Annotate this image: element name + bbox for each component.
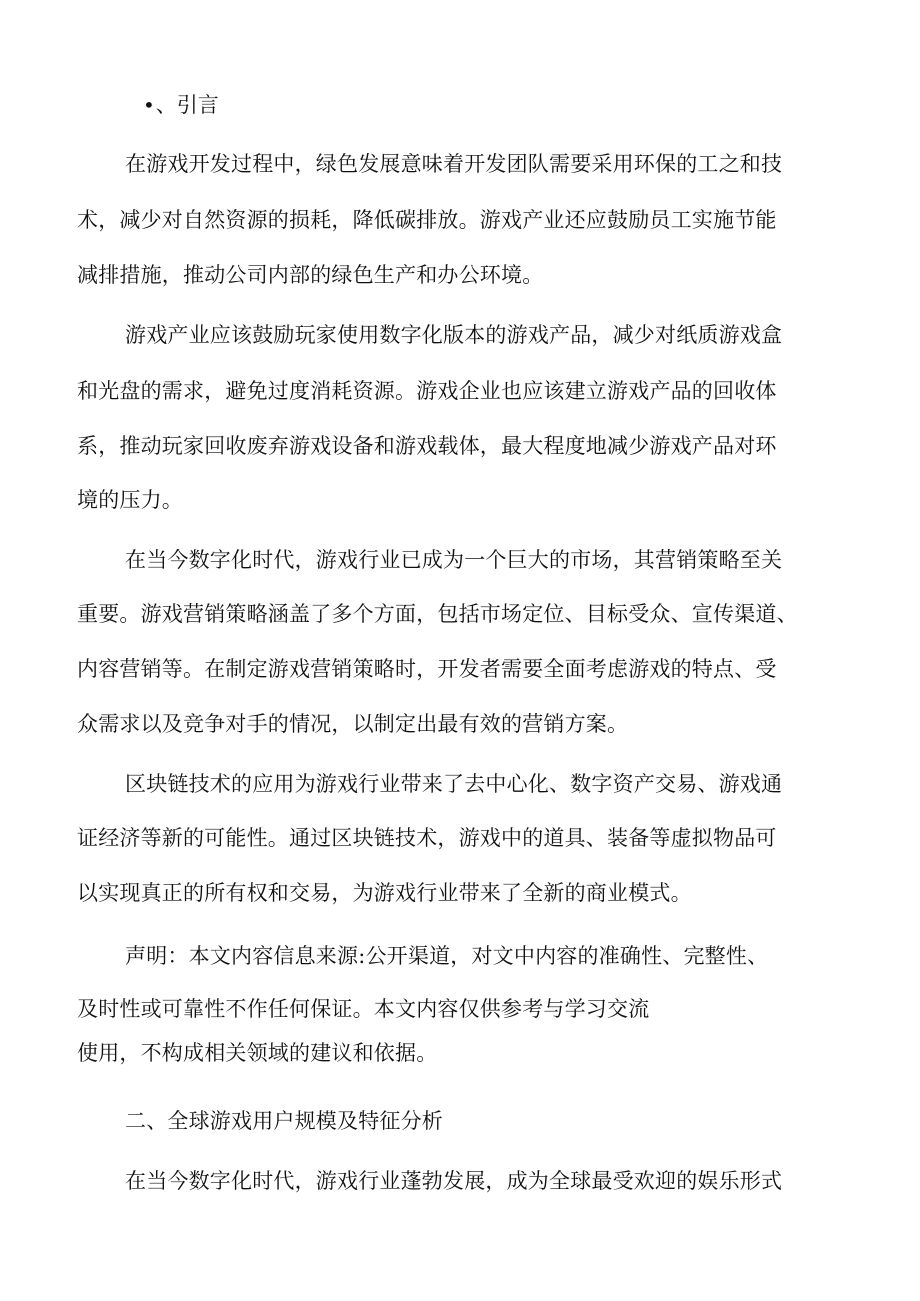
paragraph-4-line-3: 以实现真正的所有权和交易，为游戏行业带来了全新的商业模式。 <box>77 881 692 905</box>
disclaimer-line-3: 使用，不构成相关领域的建议和依据。 <box>77 1041 438 1065</box>
paragraph-4-line-1: 区块链技术的应用为游戏行业带来了去中心化、数字资产交易、游戏通 <box>125 772 783 796</box>
paragraph-1-line-3: 减排措施，推动公司内部的绿色生产和办公环境。 <box>77 263 544 287</box>
bullet-icon: • <box>143 93 155 117</box>
paragraph-2-line-1: 游戏产业应该鼓励玩家使用数字化版本的游戏产品，减少对纸质游戏盒 <box>125 323 783 347</box>
paragraph-3-line-3: 内容营销等。在制定游戏营销策略时，开发者需要全面考虑游戏的特点、受 <box>77 657 777 681</box>
paragraph-1-line-1: 在游戏开发过程中，绿色发展意味着开发团队需要采用环保的工之和技 <box>125 152 783 176</box>
section-two-heading: 二、全球游戏用户规模及特征分析 <box>125 1109 443 1133</box>
paragraph-4-line-2: 证经济等新的可能性。通过区块链技术，游戏中的道具、装备等虚拟物品可 <box>77 826 777 850</box>
disclaimer-line-1: 声明：本文内容信息来源:公开渠道，对文中内容的准确性、完整性、 <box>125 944 769 968</box>
section-intro-heading <box>143 90 219 120</box>
paragraph-2-line-4: 境的压力。 <box>77 488 183 512</box>
paragraph-3-line-2: 重要。游戏营销策略涵盖了多个方面，包括市场定位、目标受众、宣传渠道、 <box>77 602 798 626</box>
paragraph-3-line-4: 众需求以及竞争对手的情况，以制定出最有效的营销方案。 <box>77 712 629 736</box>
paragraph-3-line-1: 在当今数字化时代，游戏行业已成为一个巨大的市场，其营销策略至关 <box>125 548 783 572</box>
final-paragraph-line-1: 在当今数字化时代，游戏行业蓬勃发展，成为全球最受欢迎的娱乐形式 <box>125 1169 783 1193</box>
section-intro-title: 、引言 <box>155 93 219 117</box>
disclaimer-line-2: 及时性或可靠性不作任何保证。本文内容仅供参考与学习交流 <box>77 997 650 1021</box>
paragraph-2-line-3: 系，推动玩家回收废弃游戏设备和游戏载体，最大程度地减少游戏产品对环 <box>77 434 777 458</box>
paragraph-1-line-2: 术，减少对自然资源的损耗，降低碳排放。游戏产业还应鼓励员工实施节能 <box>77 208 777 232</box>
paragraph-2-line-2: 和光盘的需求，避免过度消耗资源。游戏企业也应该建立游戏产品的回收体 <box>77 379 777 403</box>
